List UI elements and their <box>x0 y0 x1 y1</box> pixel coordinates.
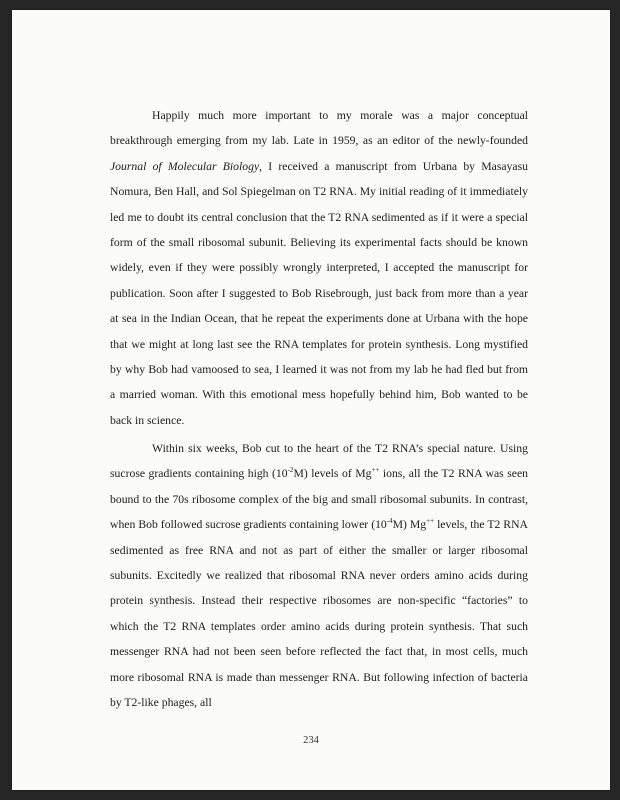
superscript-ion-charge-1: ++ <box>371 466 380 475</box>
superscript-exponent-2: -4 <box>386 517 393 526</box>
page-number: 234 <box>303 735 319 746</box>
paragraph-2-text-b: M) levels of Mg <box>293 467 372 481</box>
journal-title: Journal of Molecular Biology <box>110 159 260 173</box>
paragraph-2 <box>110 436 528 715</box>
paragraph-2-text-a: Within six weeks, Bob cut to the heart of the T2 RNA’s special nature. Using sucrose gradients containing high (10 <box>110 442 528 481</box>
paragraph-2-text-e: levels, the T2 RNA sedimented as free RNA and not as part of either the smaller or larger ribosomal subunits. Excitedly we realized that ribosomal RNA never orders amino acids during protein synthesis. Instead their respective ribosomes are non-specific “factories” to which the T2 RNA templates order amino acids during protein synthesis. That such messenger RNA had not been seen before reflected the fact that, in most cells, much more ribosomal RNA is made than messenger RNA. But following infection of bacteria by T2-like phages, all <box>110 518 528 710</box>
paragraph-2-text-c: ions, all the T2 RNA was seen bound to the 70s ribosome complex of the big and small ribosomal subunits. In contrast, when Bob followed sucrose gradients containing lower (10 <box>110 467 528 532</box>
superscript-ion-charge-2: ++ <box>426 517 435 526</box>
paragraph-1-text-a: Happily much more important to my morale was a major conceptual breakthrough emerging from my lab. Late in 1959, as an editor of the newly-founded <box>110 109 528 148</box>
paragraph-1-text-b: , I received a manuscript from Urbana by Masayasu Nomura, Ben Hall, and Sol Spiegelman on T2 RNA. My initial reading of it immediately led me to doubt its central conclusion that the T2 RNA sedimented as if it were a special form of the small ribosomal subunit. Believing its experimental facts should be known widely, even if they were possibly wrongly interpreted, I accepted the manuscript for publication. Soon after I suggested to Bob Risebrough, just back from more than a year at sea in the Indian Ocean, that he repeat the experiments done at Urbana with the hope that we might at long last see the RNA templates for protein synthesis. Long mystified by why Bob had vamoosed to sea, I learned it was not from my lab he had fled but from a married woman. With this emotional mess hopefully behind him, Bob wanted to be back in science. <box>110 159 528 427</box>
document-page <box>12 10 610 790</box>
superscript-exponent-1: -2 <box>287 466 294 475</box>
paragraph-2-text-d: M) Mg <box>392 518 427 532</box>
paragraph-1 <box>110 103 528 433</box>
